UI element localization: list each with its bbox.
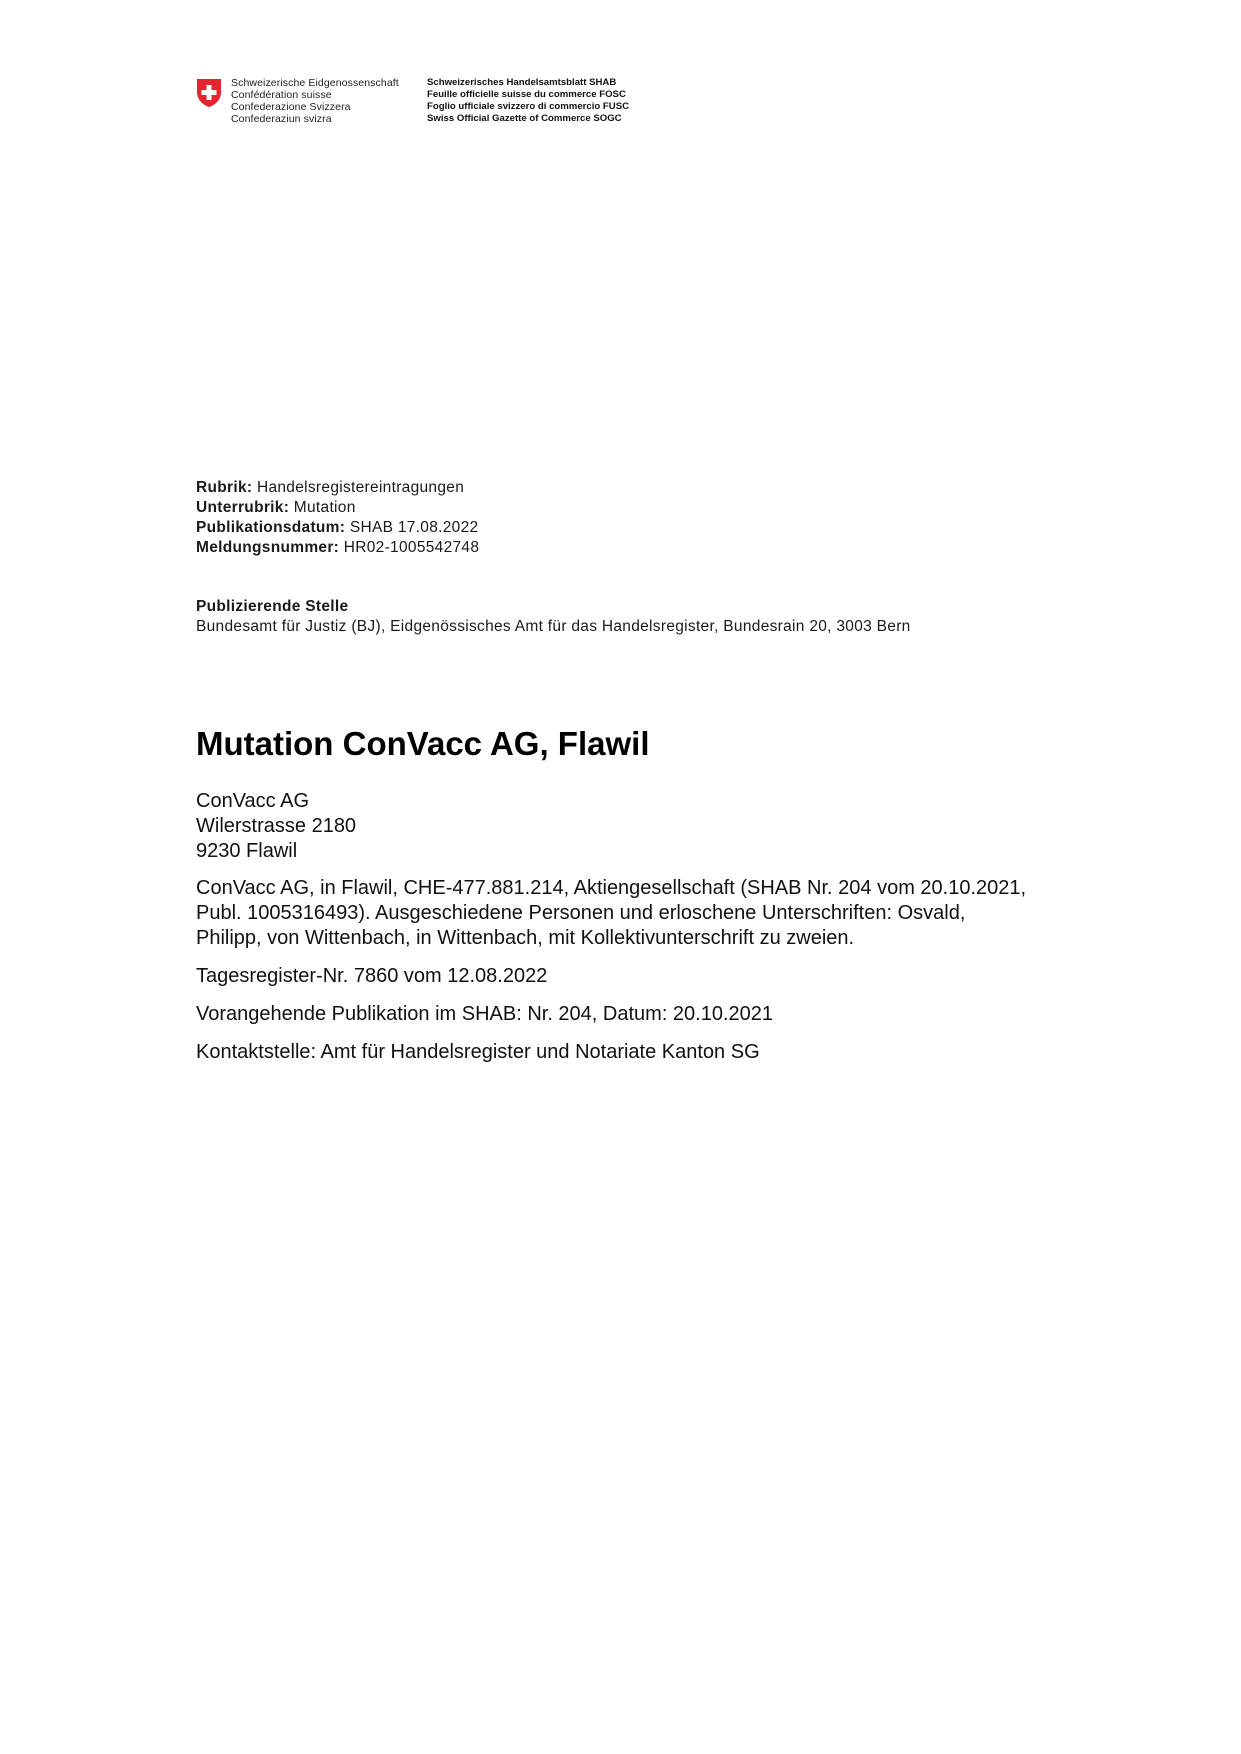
- description-paragraph: ConVacc AG, in Flawil, CHE-477.881.214, Aktiengesellschaft (SHAB Nr. 204 vom 20.10.2021, Publ. 1005316493). Ausgeschiedene Personen und erloschene Unterschriften: Osvald, Philipp, von Wittenbach, in Wittenbach, mit Kollektivunterschrift zu zweien.: [196, 877, 1027, 949]
- company-address: [196, 789, 1036, 864]
- rubrik-row: [196, 478, 479, 498]
- page-title: Mutation ConVacc AG, Flawil: [196, 725, 650, 762]
- publisher-heading: Publizierende Stelle: [196, 598, 349, 615]
- confederation-line-rm: Confederaziun svizra: [231, 113, 332, 125]
- meldungsnummer-label: Meldungsnummer:: [196, 539, 340, 556]
- contact-office-paragraph: Kontaktstelle: Amt für Handelsregister und Notariate Kanton SG: [196, 1041, 760, 1063]
- gazette-line-en: Swiss Official Gazette of Commerce SOGC: [427, 113, 622, 124]
- gazette-line-it: Foglio ufficiale svizzero di commercio FUSC: [427, 101, 630, 112]
- previous-publication-paragraph: Vorangehende Publikation im SHAB: Nr. 204, Datum: 20.10.2021: [196, 1003, 774, 1025]
- company-city: 9230 Flawil: [196, 840, 298, 862]
- company-street: Wilerstrasse 2180: [196, 815, 357, 837]
- publication-metadata: [196, 478, 479, 558]
- tagesregister-paragraph: Tagesregister-Nr. 7860 vom 12.08.2022: [196, 965, 548, 987]
- rubrik-value: Handelsregistereintragungen: [256, 479, 465, 496]
- unterrubrik-label: Unterrubrik:: [196, 499, 290, 516]
- unterrubrik-row: [196, 498, 479, 518]
- swiss-cross-shield-icon: [196, 78, 222, 108]
- confederation-line-fr: Confédération suisse: [231, 89, 332, 101]
- confederation-line-de: Schweizerische Eidgenossenschaft: [231, 77, 399, 89]
- company-name: ConVacc AG: [196, 790, 310, 812]
- meldungsnummer-value: HR02-1005542748: [343, 539, 480, 556]
- gazette-header: [196, 77, 630, 125]
- gazette-line-fr: Feuille officielle suisse du commerce FOSC: [427, 89, 626, 100]
- publisher-text: Bundesamt für Justiz (BJ), Eidgenössisches Amt für das Handelsregister, Bundesrain 20, 3003 Bern: [196, 618, 911, 635]
- rubrik-label: Rubrik:: [196, 479, 253, 496]
- meldungsnummer-row: [196, 538, 479, 558]
- publikationsdatum-row: [196, 518, 479, 538]
- publikationsdatum-value: SHAB 17.08.2022: [349, 519, 479, 536]
- gazette-name: [427, 77, 629, 125]
- confederation-name: [231, 77, 399, 125]
- notice-body: [196, 789, 1036, 1065]
- publishing-authority: [196, 597, 911, 637]
- gazette-line-de: Schweizerisches Handelsamtsblatt SHAB: [427, 77, 617, 88]
- confederation-line-it: Confederazione Svizzera: [231, 101, 351, 113]
- publikationsdatum-label: Publikationsdatum:: [196, 519, 346, 536]
- unterrubrik-value: Mutation: [293, 499, 356, 516]
